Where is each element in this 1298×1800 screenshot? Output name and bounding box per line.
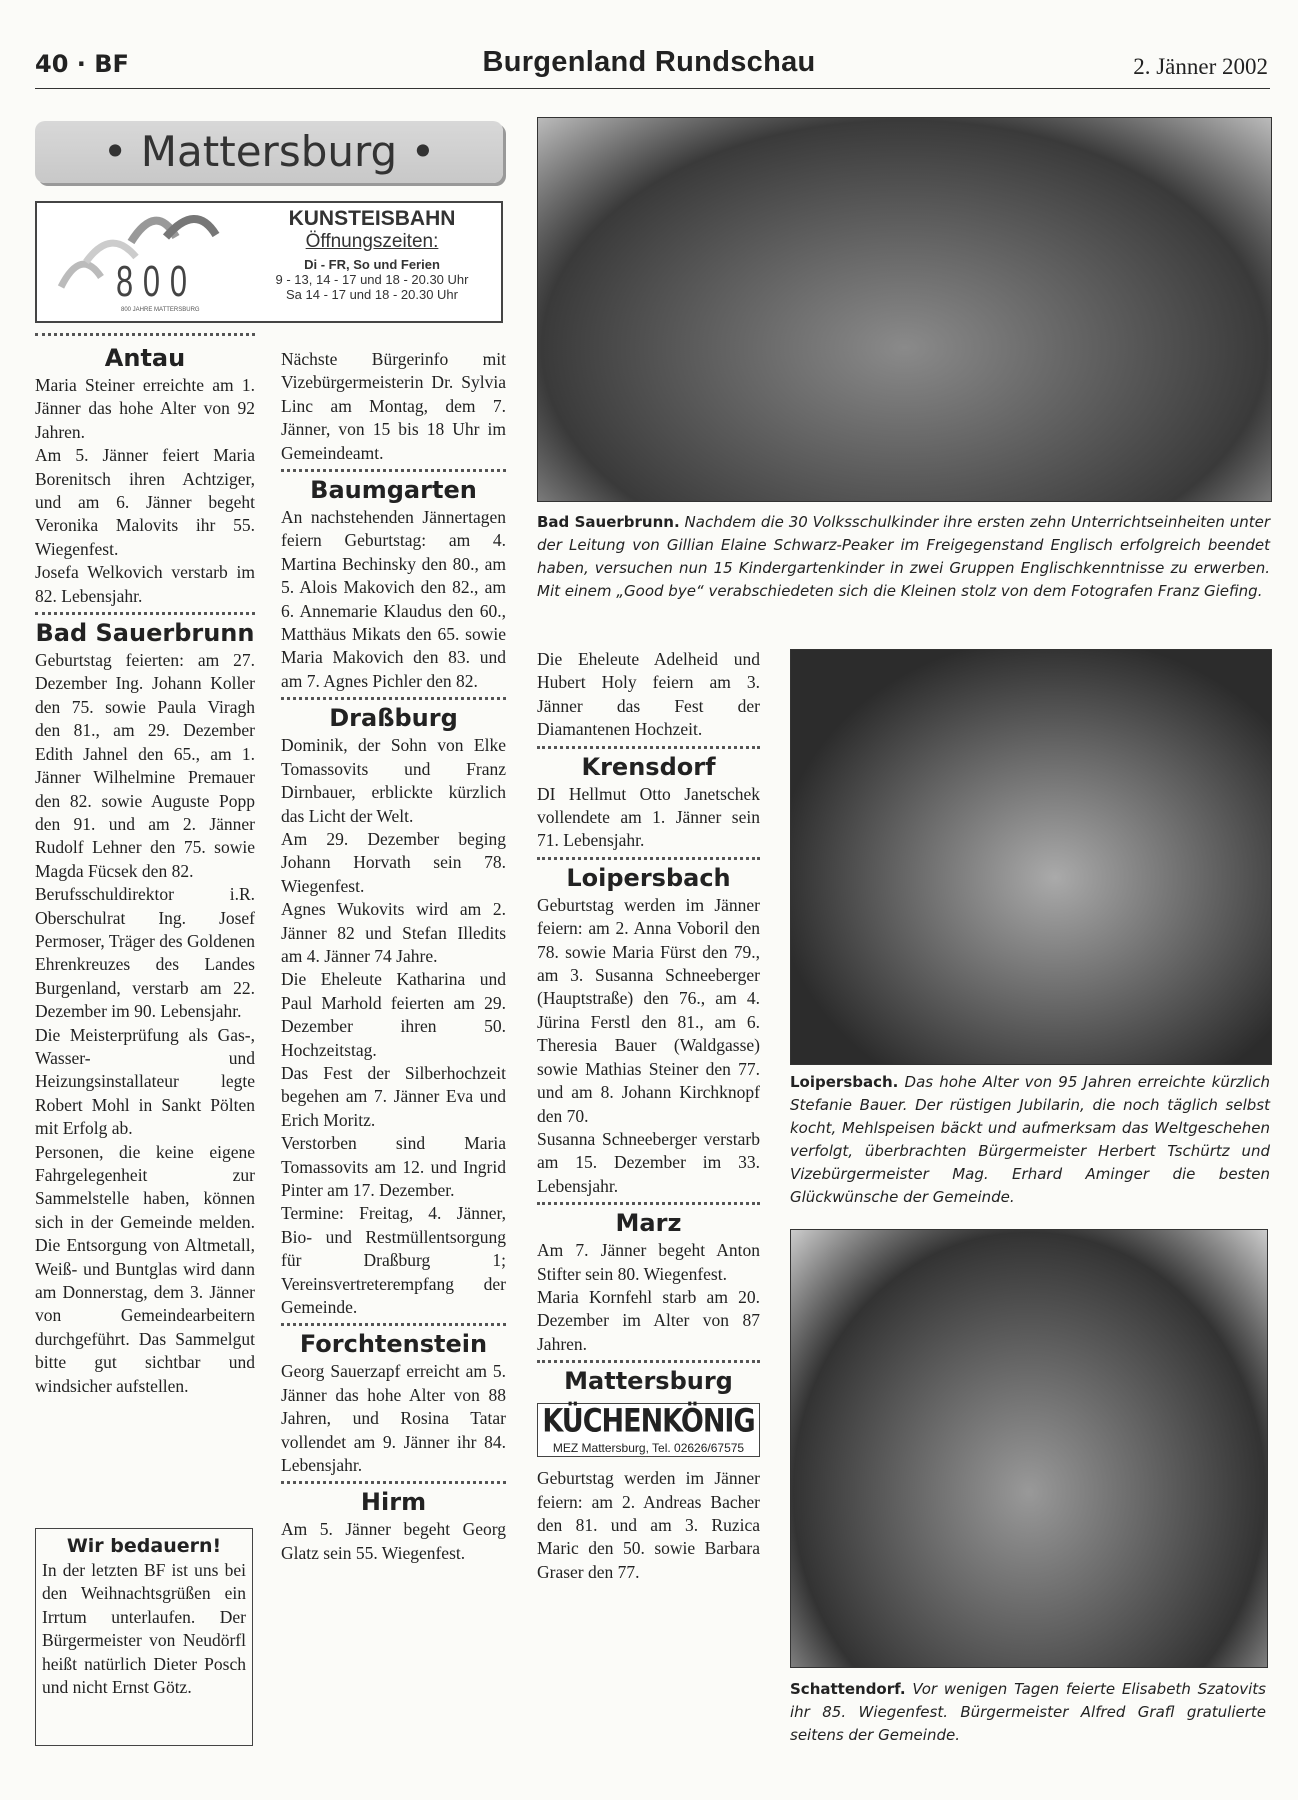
caption-place: Schattendorf. xyxy=(790,1680,906,1698)
article-paragraph: Termine: Freitag, 4. Jänner, Bio- und Restmüllentsorgung für Draßburg 1; Vereinsvertreterempfang der Gemeinde. xyxy=(281,1203,506,1318)
dotted-divider xyxy=(537,1360,760,1363)
ad-hours-saturday: Sa 14 - 17 und 18 - 20.30 Uhr xyxy=(285,287,458,302)
article-paragraph: Josefa Welkovich verstarb im 82. Lebensjahr. xyxy=(35,562,255,606)
ad-days: Di - FR, So und Ferien xyxy=(304,257,440,272)
ad-contact: MEZ Mattersburg, Tel. 02626/67575 xyxy=(552,1441,745,1456)
header-rule xyxy=(35,88,1270,89)
logo-number: 800 xyxy=(116,257,197,306)
issue-date: 2. Jänner 2002 xyxy=(1133,54,1268,79)
dotted-divider xyxy=(281,1323,506,1326)
article-paragraph: Geburtstag feierten: am 27. Dezember Ing. Johann Koller den 75. sowie Paula Viragh den 81., am 29. Dezember Edith Jahnel den 65., am 1. Jänner Wilhelmine Premauer den 82. sowie Auguste Popp den 91. und am 2. Jänner Rudolf Lehner den 75. sowie Magda Fücsek den 82. xyxy=(35,650,255,881)
article-paragraph: Geburtstag werden im Jänner feiern: am 2. Anna Voboril den 78. sowie Maria Fürst den 79., am 3. Susanna Schneeberger (Hauptstraße) den 76., am 4. Jürina Ferstl den 81., am 6. Theresia Bauer (Waldgasse) sowie Mathias Steiner den 77. und am 8. Johann Kirchknopf den 70. xyxy=(537,894,760,1126)
article-heading: Antau xyxy=(104,344,186,372)
article-paragraph: Susanna Schneeberger verstarb am 15. Dezember im 33. Lebensjahr. xyxy=(537,1128,760,1196)
column-3 xyxy=(537,648,760,1584)
article-paragraph: Maria Kornfehl starb am 20. Dezember im Alter von 87 Jahren. xyxy=(537,1286,760,1354)
article-paragraph: Die Meisterprüfung als Gas-, Wasser- und Heizungsinstallateur legte Robert Mohl in Sankt Pölten mit Erfolg ab. xyxy=(35,1024,255,1139)
notice-text: In der letzten BF ist uns bei den Weihnachtsgrüßen ein Irrtum unterlaufen. Der Bürgermeister von Neudörfl heißt natürlich Dieter Posch und nicht Ernst Götz. xyxy=(42,1560,246,1698)
article-paragraph: An nachstehenden Jännertagen feiern Geburtstag: am 4. Martina Bechinsky den 80., am 5. Alois Makovich den 82., am 6. Annemarie Klaudus den 60., Matthäus Mikats den 65. sowie Maria Makovich den 83. und am 7. Agnes Pichler den 82. xyxy=(281,507,506,691)
caption-text: Vor wenigen Tagen feierte Elisabeth Szatovits ihr 85. Wiegenfest. Bürgermeister Alfred Grafl gratulierte seitens der Gemeinde. xyxy=(790,1680,1266,1744)
caption-place: Bad Sauerbrunn. xyxy=(537,513,680,531)
ad-title: KUNSTEISBAHN xyxy=(288,207,456,230)
article-paragraph: Georg Sauerzapf erreicht am 5. Jänner das hohe Alter von 88 Jahren, und Rosina Tatar vollendet am 9. Jänner ihr 84. Lebensjahr. xyxy=(281,1361,506,1476)
photo-kindergarten-children xyxy=(537,117,1272,502)
dotted-divider xyxy=(537,857,760,860)
article-paragraph: Maria Steiner erreichte am 1. Jänner das hohe Alter von 92 Jahren. xyxy=(35,375,255,442)
article-paragraph: Die Eheleute Adelheid und Hubert Holy feiern am 3. Jänner das Fest der Diamantenen Hochzeit. xyxy=(537,649,760,740)
dotted-divider xyxy=(35,612,255,615)
caption-schattendorf xyxy=(790,1678,1266,1747)
caption-loipersbach xyxy=(790,1071,1270,1209)
ad-name: KÜCHENKÖNIG xyxy=(542,1402,755,1441)
article-heading: Hirm xyxy=(360,1488,427,1517)
article-paragraph: Am 5. Jänner feiert Maria Borenitsch ihren Achtziger, und am 6. Jänner begeht Veronika Malovits ihr 55. Wiegenfest. xyxy=(35,445,255,559)
article-paragraph: Die Eheleute Katharina und Paul Marhold feierten am 29. Dezember ihren 50. Hochzeitstag. xyxy=(281,969,506,1060)
column-1 xyxy=(35,340,255,1398)
article-paragraph: Berufsschuldirektor i.R. Oberschulrat Ing. Josef Permoser, Träger des Goldenen Ehrenkreuzes des Landes Burgenland, verstarb am 22. Dezember im 90. Lebensjahr. xyxy=(35,884,255,1022)
article-paragraph: Am 5. Jänner begeht Georg Glatz sein 55. Wiegenfest. xyxy=(281,1519,506,1563)
article-paragraph: Dominik, der Sohn von Elke Tomassovits und Franz Dirnbauer, erblickte kürzlich das Licht der Welt. xyxy=(281,735,506,826)
article-paragraph: DI Hellmut Otto Janetschek vollendete am 1. Jänner sein 71. Lebensjahr. xyxy=(537,783,760,851)
article-paragraph: Agnes Wukovits wird am 2. Jänner 82 und Stefan Illedits am 4. Jänner 74 Jahre. xyxy=(281,899,506,966)
caption-text: Nachdem die 30 Volksschulkinder ihre ersten zehn Unterrichtseinheiten unter der Leitung von Gillian Elaine Schwarz-Peaker im Freigegenstand Englisch erfolgreich beendet haben, versuchen nun 15 Kindergartenkinder in zwei Gruppen Englischkenntnisse zu erwerben. Mit einem „Good bye“ verabschiedeten sich die Kleinen stolz von dem Fotografen Franz Giefing. xyxy=(537,513,1270,600)
notice-title: Wir bedauern! xyxy=(66,1535,222,1557)
photo-schattendorf-birthday xyxy=(790,1229,1268,1668)
article-paragraph: Das Fest der Silberhochzeit begehen am 7. Jänner Eva und Erich Moritz. xyxy=(281,1062,506,1130)
dotted-divider xyxy=(537,746,760,749)
dotted-divider xyxy=(281,469,506,472)
correction-notice xyxy=(35,1528,253,1746)
article-paragraph: Verstorben sind Maria Tomassovits am 12. und Ingrid Pinter am 17. Dezember. xyxy=(281,1133,506,1200)
article-paragraph: Nächste Bürgerinfo mit Vizebürgermeisterin Dr. Sylvia Linc am Montag, dem 7. Jänner, von 15 bis 18 Uhr im Gemeindeamt. xyxy=(281,349,506,463)
divider xyxy=(35,333,255,336)
article-paragraph: Am 7. Jänner begeht Anton Stifter sein 80. Wiegenfest. xyxy=(537,1240,760,1284)
logo-caption: 800 JAHRE MATTERSBURG xyxy=(121,307,200,313)
article-heading: Mattersburg xyxy=(564,1367,733,1396)
article-paragraph: Personen, die keine eigene Fahrgelegenheit zur Sammelstelle haben, können sich in der Gemeinde melden. Die Entsorgung von Altmetall, Weiß- und Buntglas wird dann am Donnerstag, dem 3. Jänner von Gemeindearbeitern durchgeführt. Das Sammelgut bitte gut sichtbar und windsicher aufstellen. xyxy=(35,1141,255,1396)
dotted-divider xyxy=(281,1481,506,1484)
article-heading: Loipersbach xyxy=(566,863,731,892)
article-paragraph: Am 29. Dezember beging Johann Horvath sein 78. Wiegenfest. xyxy=(281,828,506,896)
article-heading: Baumgarten xyxy=(310,476,477,505)
ad-subtitle: Öffnungszeiten: xyxy=(305,231,439,252)
caption-place: Loipersbach. xyxy=(790,1073,899,1091)
ice-rink-ad xyxy=(35,201,503,323)
ad-hours-weekday: 9 - 13, 14 - 17 und 18 - 20.30 Uhr xyxy=(275,272,469,287)
article-heading: Krensdorf xyxy=(581,752,716,781)
newspaper-title: Burgenland Rundschau xyxy=(482,46,816,78)
article-paragraph: Geburtstag werden im Jänner feiern: am 2. Andreas Bacher den 81. und am 3. Ruzica Maric den 50. sowie Barbara Graser den 77. xyxy=(537,1468,760,1582)
kuechenkoenig-ad xyxy=(537,1403,760,1457)
dotted-divider xyxy=(537,1202,760,1205)
photo-loipersbach-jubilee xyxy=(790,649,1272,1065)
caption-text: Das hohe Alter von 95 Jahren erreichte kürzlich Stefanie Bauer. Der rüstigen Jubilarin, die noch täglich selbst kocht, Mehlspeisen bäckt und aufmerksam das Weltgeschehen verfolgt, überbrachten Bürgermeister Herbert Tschürtz und Vizebürgermeister Mag. Erhard Aminger die besten Glückwünsche der Gemeinde. xyxy=(790,1073,1270,1206)
article-heading: Bad Sauerbrunn xyxy=(35,619,255,648)
800-years-logo xyxy=(41,207,241,319)
article-heading: Forchtenstein xyxy=(299,1330,488,1359)
page-number: 40 · BF xyxy=(35,50,129,78)
section-banner: • Mattersburg • xyxy=(35,121,503,183)
article-heading: Marz xyxy=(615,1209,682,1238)
dotted-divider xyxy=(281,697,506,700)
article-heading: Draßburg xyxy=(329,704,458,733)
caption-bad-sauerbrunn xyxy=(537,511,1270,603)
column-2 xyxy=(281,348,506,1565)
